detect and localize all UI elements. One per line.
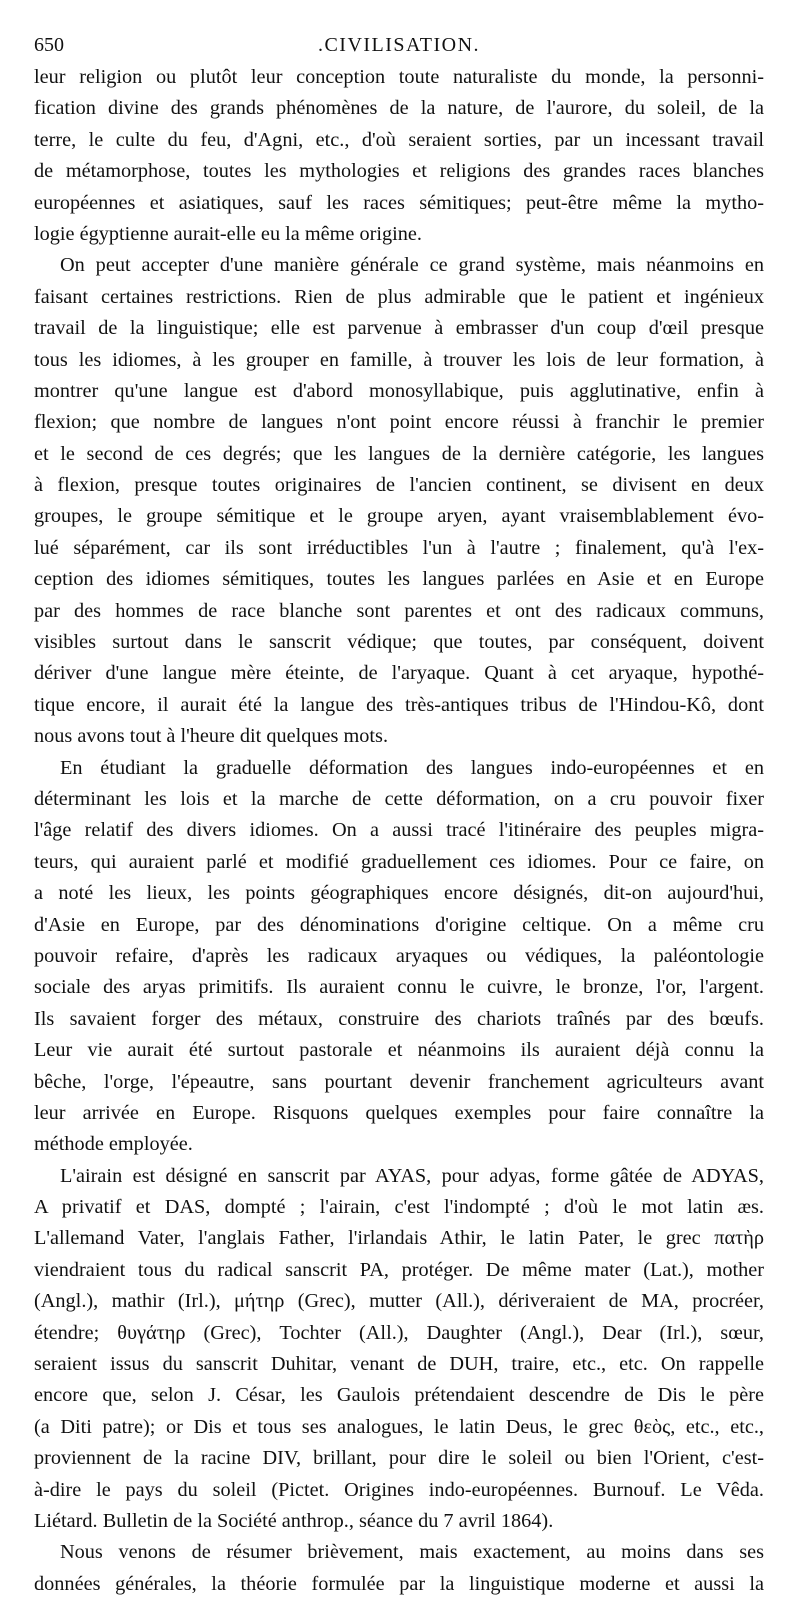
text-line: lué séparément, car ils sont irréductibles l'un à l'autre ; finalement, qu'à l'ex- — [34, 536, 764, 559]
text-line: et le second de ces degrés; que les langues de la dernière catégorie, les langues — [34, 442, 764, 465]
text-line: groupes, le groupe sémitique et le groupe aryen, ayant vraisemblablement évo- — [34, 505, 764, 528]
text-line: viendraient tous du radical sanscrit PA, protéger. De même mater (Lat.), mother — [34, 1258, 764, 1281]
text-line: par des hommes de race blanche sont parentes et ont des radicaux communs, — [34, 599, 764, 622]
text-line: données générales, la théorie formulée par la linguistique moderne et aussi la — [34, 1572, 764, 1595]
text-line: Nous venons de résumer brièvement, mais exactement, au moins dans ses — [60, 1541, 764, 1564]
text-line: pouvoir refaire, d'après les radicaux aryaques ou védiques, la paléontologie — [34, 944, 764, 967]
running-title: .CIVILISATION. — [317, 34, 481, 56]
text-line: méthode employée. — [34, 1133, 193, 1156]
text-line: L'airain est désigné en sanscrit par AYAS, pour adyas, forme gâtée de ADYAS, — [60, 1164, 764, 1187]
text-line: bêche, l'orge, l'épeautre, sans pourtant devenir franchement agriculteurs avant — [34, 1070, 764, 1093]
text-line: terre, le culte du feu, d'Agni, etc., d'où seraient sorties, par un incessant travail — [34, 128, 764, 151]
text-line: A privatif et DAS, dompté ; l'airain, c'est l'indompté ; d'où le mot latin æs. — [34, 1196, 764, 1219]
page-number: 650 — [34, 34, 64, 56]
text-line: à-dire le pays du soleil (Pictet. Origines indo-européennes. Burnouf. Le Vêda. — [34, 1478, 764, 1501]
text-line: d'Asie en Europe, par des dénominations d'origine celtique. On a même cru — [34, 913, 764, 936]
page-header — [34, 30, 764, 60]
text-line: dériver d'une langue mère éteinte, de l'aryaque. Quant à cet aryaque, hypothé- — [34, 662, 764, 685]
text-line: à flexion, presque toutes originaires de l'ancien continent, se divisent en deux — [34, 474, 764, 497]
text-line: montrer qu'une langue est d'abord monosyllabique, puis agglutinative, enfin à — [34, 379, 764, 402]
text-line: seraient issus du sanscrit Duhitar, venant de DUH, traire, etc., etc. On rappelle — [34, 1353, 764, 1376]
text-line: nous avons tout à l'heure dit quelques mots. — [34, 725, 389, 748]
text-line: déterminant les lois et la marche de cette déformation, on a cru pouvoir fixer — [34, 787, 764, 810]
text-line: logie égyptienne aurait-elle eu la même origine. — [34, 222, 422, 245]
text-line: européennes et asiatiques, sauf les races sémitiques; peut-être même la mytho- — [34, 191, 764, 214]
text-line: Leur vie aurait été surtout pastorale et néanmoins ils auraient déjà connu la — [34, 1039, 764, 1062]
body-text — [34, 62, 764, 1600]
text-line: flexion; que nombre de langues n'ont point encore réussi à franchir le premier — [34, 411, 764, 434]
text-line: fication divine des grands phénomènes de la nature, de l'aurore, du soleil, de la — [34, 97, 764, 120]
text-line: sociale des aryas primitifs. Ils auraient connu le cuivre, le bronze, l'or, l'argent. — [34, 976, 764, 999]
text-line: encore que, selon J. César, les Gaulois prétendaient descendre de Dis le père — [34, 1384, 764, 1407]
text-line: En étudiant la graduelle déformation des langues indo-européennes et en — [60, 756, 764, 779]
text-line: (Angl.), mathir (Irl.), μήτηρ (Grec), mutter (All.), dériveraient de MA, procréer, — [34, 1290, 764, 1313]
text-line: proviennent de la racine DIV, brillant, pour dire le soleil ou bien l'Orient, c'est- — [34, 1447, 764, 1470]
text-line: l'âge relatif des divers idiomes. On a aussi tracé l'itinéraire des peuples migra- — [34, 819, 764, 842]
text-line: étendre; θυγάτηρ (Grec), Tochter (All.), Daughter (Angl.), Dear (Irl.), sœur, — [34, 1321, 764, 1344]
text-line: Liétard. Bulletin de la Société anthrop., séance du 7 avril 1864). — [34, 1509, 554, 1532]
text-line: leur arrivée en Europe. Risquons quelques exemples pour faire connaître la — [34, 1101, 764, 1124]
text-line: de métamorphose, toutes les mythologies et religions des grandes races blanches — [34, 160, 764, 183]
text-line: teurs, qui auraient parlé et modifié graduellement ces idiomes. Pour ce faire, on — [34, 850, 764, 873]
text-line: visibles surtout dans le sanscrit védique; que toutes, par conséquent, doivent — [34, 631, 764, 654]
text-line: travail de la linguistique; elle est parvenue à embrasser d'un coup d'œil presque — [34, 317, 764, 340]
text-line: leur religion ou plutôt leur conception toute naturaliste du monde, la personni- — [34, 66, 764, 88]
text-line: (a Diti patre); or Dis et tous ses analogues, le latin Deus, le grec θεὸς, etc., etc., — [34, 1415, 764, 1438]
text-line: L'allemand Vater, l'anglais Father, l'irlandais Athir, le latin Pater, le grec πατὴρ — [34, 1227, 764, 1250]
text-line: tique encore, il aurait été la langue des très-antiques tribus de l'Hindou-Kô, dont — [34, 693, 764, 716]
text-line: a noté les lieux, les points géographiques encore désignés, dit-on aujourd'hui, — [34, 882, 764, 905]
text-line: tous les idiomes, à les grouper en famille, à trouver les lois de leur formation, à — [34, 348, 764, 371]
text-line: On peut accepter d'une manière générale ce grand système, mais néanmoins en — [60, 254, 764, 277]
text-line: faisant certaines restrictions. Rien de plus admirable que le patient et ingénieux — [34, 285, 764, 308]
text-line: Ils savaient forger des métaux, construire des chariots traînés par des bœufs. — [34, 1007, 764, 1030]
text-line: ception des idiomes sémitiques, toutes les langues parlées en Asie et en Europe — [34, 568, 764, 591]
